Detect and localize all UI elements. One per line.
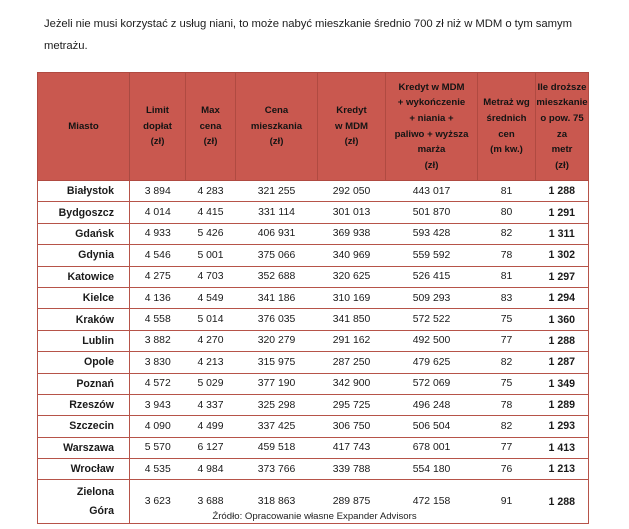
cell-kredyt: 301 013 [318,202,386,223]
cell-max: 4 213 [186,352,236,373]
table-row [38,287,589,308]
cell-metraz: 80 [478,202,536,223]
column-header-limit [130,73,186,181]
table-row [38,181,589,202]
column-header-cena [236,73,318,181]
column-header-line: mieszkanie [536,97,588,109]
cell-max: 3 688 [186,480,236,524]
cell-cena: 375 066 [236,245,318,266]
cell-max: 4 499 [186,416,236,437]
column-header-line: Kredyt w MDM [398,81,465,93]
cell-ile: 1 288 [536,480,589,524]
column-header-line: (zł) [150,136,165,148]
table-row [38,437,589,458]
cell-city-line: Góra [89,504,114,517]
column-header-line: + niania + [409,112,454,124]
cell-max: 4 337 [186,394,236,415]
cell-city: Gdynia [38,245,130,266]
column-header-line: (zł) [424,159,439,171]
cell-limit: 4 572 [130,373,186,394]
cell-kredyt: 417 743 [318,437,386,458]
column-header-line: Metraż wg [483,97,530,109]
cell-cena: 337 425 [236,416,318,437]
table-body [38,181,589,524]
cell-ile: 1 294 [536,287,589,308]
cell-metraz: 78 [478,394,536,415]
cell-cena: 318 863 [236,480,318,524]
cell-cena: 377 190 [236,373,318,394]
cell-cena: 373 766 [236,459,318,480]
table-row [38,373,589,394]
cell-ile: 1 293 [536,416,589,437]
cell-kredyt: 287 250 [318,352,386,373]
cell-wyk: 559 592 [386,245,478,266]
cell-limit: 4 136 [130,287,186,308]
cell-max: 5 001 [186,245,236,266]
cell-metraz: 76 [478,459,536,480]
column-header-line: (zł) [269,136,284,148]
cell-city: Lublin [38,330,130,351]
cell-city: Szczecin [38,416,130,437]
cell-ile: 1 302 [536,245,589,266]
cell-city: Białystok [38,181,130,202]
column-header-metraz [478,73,536,181]
cell-metraz: 83 [478,287,536,308]
column-header-line: (zł) [203,136,218,148]
column-header-line: w MDM [334,120,369,132]
cell-ile: 1 289 [536,394,589,415]
cell-cena: 315 975 [236,352,318,373]
table [37,72,589,524]
cell-ile: 1 360 [536,309,589,330]
table-row [38,416,589,437]
cell-city: Warszawa [38,437,130,458]
cell-limit: 4 014 [130,202,186,223]
table-row [38,309,589,330]
cell-kredyt: 310 169 [318,287,386,308]
cell-wyk: 506 504 [386,416,478,437]
cell-ile: 1 297 [536,266,589,287]
cell-max: 5 014 [186,309,236,330]
cell-city: Opole [38,352,130,373]
cell-max: 5 426 [186,223,236,244]
column-header-line: (zł) [555,159,569,171]
cell-limit: 4 535 [130,459,186,480]
cell-wyk: 443 017 [386,181,478,202]
cell-cena: 325 298 [236,394,318,415]
cell-ile: 1 311 [536,223,589,244]
cell-max: 4 984 [186,459,236,480]
cell-max: 4 415 [186,202,236,223]
cell-kredyt: 292 050 [318,181,386,202]
cell-wyk: 572 069 [386,373,478,394]
source-note: Źródło: Opracowanie własne Expander Advisors [212,511,417,522]
intro-paragraph: Jeżeli nie musi korzystać z usług niani, to może nabyć mieszkanie średnio 700 zł niż w MDM o tym samym metrażu. [44,18,572,53]
column-header-line: (zł) [344,136,359,148]
table-row [38,202,589,223]
column-header-line: (m kw.) [490,144,523,156]
cell-wyk: 593 428 [386,223,478,244]
table-row [38,223,589,244]
cell-kredyt: 340 969 [318,245,386,266]
cell-limit: 4 546 [130,245,186,266]
column-header-max [186,73,236,181]
cell-cena: 376 035 [236,309,318,330]
cell-cena: 321 255 [236,181,318,202]
cell-cena: 320 279 [236,330,318,351]
cell-metraz: 75 [478,373,536,394]
cell-ile: 1 291 [536,202,589,223]
cell-metraz: 77 [478,330,536,351]
column-header-line: metr [551,144,573,156]
cell-limit: 3 882 [130,330,186,351]
cell-kredyt: 342 900 [318,373,386,394]
column-header-line: paliwo + wyższa [394,128,469,140]
cell-wyk: 509 293 [386,287,478,308]
cell-max: 4 270 [186,330,236,351]
cell-city: Bydgoszcz [38,202,130,223]
cell-kredyt: 291 162 [318,330,386,351]
table-row [38,266,589,287]
column-header-ile [536,73,589,181]
cell-max: 4 283 [186,181,236,202]
column-header-line: Kredyt [336,105,367,117]
cell-city: Rzeszów [38,394,130,415]
cell-kredyt: 341 850 [318,309,386,330]
table-row [38,459,589,480]
header-row [38,73,589,181]
cell-max: 5 029 [186,373,236,394]
column-header-kredyt [318,73,386,181]
cell-wyk: 472 158 [386,480,478,524]
cell-city-line: Zielona [76,486,114,499]
cell-wyk: 678 001 [386,437,478,458]
cell-kredyt: 339 788 [318,459,386,480]
cell-metraz: 91 [478,480,536,524]
cell-ile: 1 288 [536,330,589,351]
cell-kredyt: 320 625 [318,266,386,287]
cell-limit: 3 943 [130,394,186,415]
table-row [38,245,589,266]
cell-metraz: 82 [478,223,536,244]
cell-kredyt: 295 725 [318,394,386,415]
column-header-line: cena [199,120,222,132]
table-row [38,330,589,351]
column-header-line: Ile droższe [537,81,587,93]
cell-city: Poznań [38,373,130,394]
cell-max: 4 549 [186,287,236,308]
cell-city: Katowice [38,266,130,287]
table-row [38,394,589,415]
column-header-line: cen [498,128,515,140]
cell-kredyt: 369 938 [318,223,386,244]
column-header-line: Miasto [68,120,99,132]
column-header-wyk [386,73,478,181]
cell-metraz: 82 [478,352,536,373]
cell-metraz: 78 [478,245,536,266]
cell-cena: 341 186 [236,287,318,308]
cell-city: Wrocław [38,459,130,480]
cell-wyk: 479 625 [386,352,478,373]
cell-limit: 3 623 [130,480,186,524]
column-header-city [38,73,130,181]
cell-ile: 1 287 [536,352,589,373]
cell-limit: 4 275 [130,266,186,287]
column-header-line: o pow. 75 za [540,112,584,140]
cell-metraz: 77 [478,437,536,458]
column-header-line: Max [201,105,220,117]
cell-metraz: 82 [478,416,536,437]
column-header-line: marża [417,144,446,156]
mdm-comparison-table [37,72,588,524]
cell-kredyt: 306 750 [318,416,386,437]
cell-cena: 406 931 [236,223,318,244]
cell-wyk: 492 500 [386,330,478,351]
cell-city: Kielce [38,287,130,308]
cell-max: 6 127 [186,437,236,458]
column-header-line: dopłat [143,120,172,132]
cell-limit: 4 933 [130,223,186,244]
cell-wyk: 501 870 [386,202,478,223]
cell-ile: 1 213 [536,459,589,480]
column-header-line: Limit [146,105,169,117]
column-header-line: mieszkania [250,120,303,132]
cell-city: Kraków [38,309,130,330]
cell-cena: 459 518 [236,437,318,458]
cell-cena: 331 114 [236,202,318,223]
cell-wyk: 572 522 [386,309,478,330]
cell-limit: 5 570 [130,437,186,458]
cell-limit: 4 558 [130,309,186,330]
cell-city: Gdańsk [38,223,130,244]
cell-ile: 1 413 [536,437,589,458]
cell-ile: 1 288 [536,181,589,202]
cell-limit: 3 894 [130,181,186,202]
cell-ile: 1 349 [536,373,589,394]
cell-limit: 3 830 [130,352,186,373]
column-header-line: Cena [264,105,289,117]
cell-metraz: 75 [478,309,536,330]
column-header-line: + wykończenie [397,97,466,109]
table-head [38,73,589,181]
cell-kredyt: 289 875 [318,480,386,524]
cell-metraz: 81 [478,266,536,287]
table-row [38,352,589,373]
cell-limit: 4 090 [130,416,186,437]
cell-wyk: 554 180 [386,459,478,480]
cell-metraz: 81 [478,181,536,202]
cell-max: 4 703 [186,266,236,287]
cell-cena: 352 688 [236,266,318,287]
cell-wyk: 496 248 [386,394,478,415]
column-header-line: średnich [486,112,527,124]
cell-wyk: 526 415 [386,266,478,287]
